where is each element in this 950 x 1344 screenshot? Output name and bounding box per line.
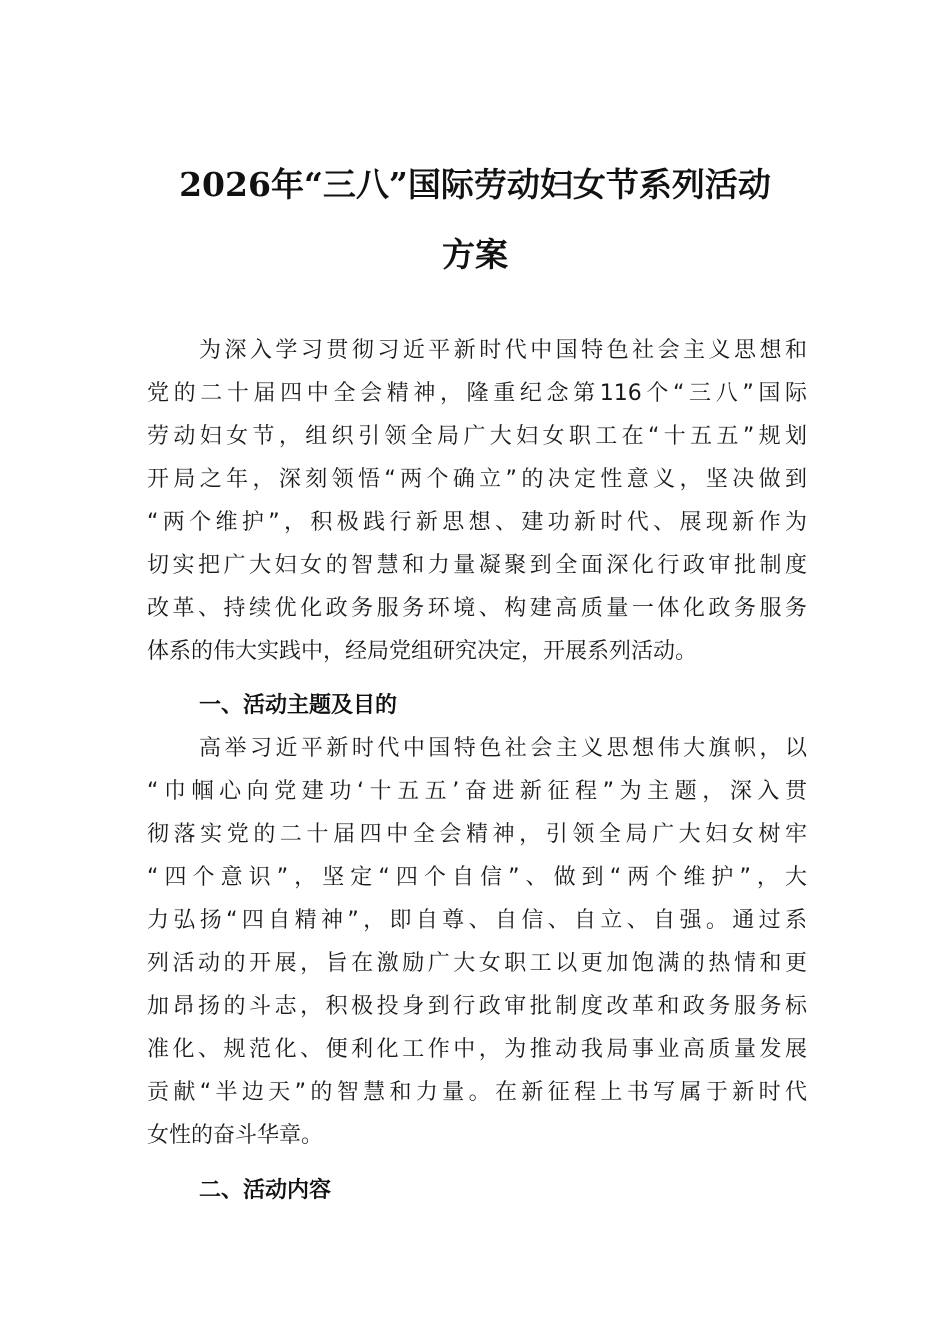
paragraph-line: 开局之年，深刻领悟“两个确立”的决定性意义，坚决做到 <box>147 467 807 492</box>
paragraph-line: “四个意识”，坚定“四个自信”、做到“两个维护”，大 <box>147 865 807 890</box>
paragraph-line: 女性的奋斗华章。 <box>147 1123 324 1148</box>
paragraph-line: 准化、规范化、便利化工作中，为推动我局事业高质量发展 <box>147 1037 807 1062</box>
paragraph-line: 力弘扬“四自精神”，即自尊、自信、自立、自强。通过系 <box>147 908 807 933</box>
paragraph-line: 为深入学习贯彻习近平新时代中国特色社会主义思想和 <box>199 338 807 363</box>
document-title-line-1: 2026年“三八”国际劳动妇女节系列活动 <box>179 165 771 204</box>
paragraph-line: 劳动妇女节，组织引领全局广大妇女职工在“十五五”规划 <box>147 424 807 449</box>
paragraph-line: “两个维护”，积极践行新思想、建功新时代、展现新作为 <box>147 510 807 535</box>
paragraph-line: 体系的伟大实践中，经局党组研究决定，开展系列活动。 <box>147 639 698 664</box>
section-heading-2: 二、活动内容 <box>199 1178 332 1203</box>
paragraph-line: 列活动的开展，旨在激励广大女职工以更加饱满的热情和更 <box>147 951 807 976</box>
paragraph-line: 贡献“半边天”的智慧和力量。在新征程上书写属于新时代 <box>147 1080 807 1105</box>
section-heading-1: 一、活动主题及目的 <box>199 693 398 718</box>
paragraph-line: “巾帼心向党建功‘十五五’奋进新征程”为主题，深入贯 <box>147 779 807 804</box>
paragraph-line: 高举习近平新时代中国特色社会主义思想伟大旗帜，以 <box>199 736 807 761</box>
paragraph-line: 改革、持续优化政务服务环境、构建高质量一体化政务服务 <box>147 596 807 621</box>
paragraph-line: 加昂扬的斗志，积极投身到行政审批制度改革和政务服务标 <box>147 994 807 1019</box>
paragraph-line: 党的二十届四中全会精神，隆重纪念第116个“三八”国际 <box>147 381 807 406</box>
paragraph-line: 切实把广大妇女的智慧和力量凝聚到全面深化行政审批制度 <box>147 553 807 578</box>
document-title-line-2: 方案 <box>442 235 508 274</box>
paragraph-line: 彻落实党的二十届四中全会精神，引领全局广大妇女树牢 <box>147 822 807 847</box>
